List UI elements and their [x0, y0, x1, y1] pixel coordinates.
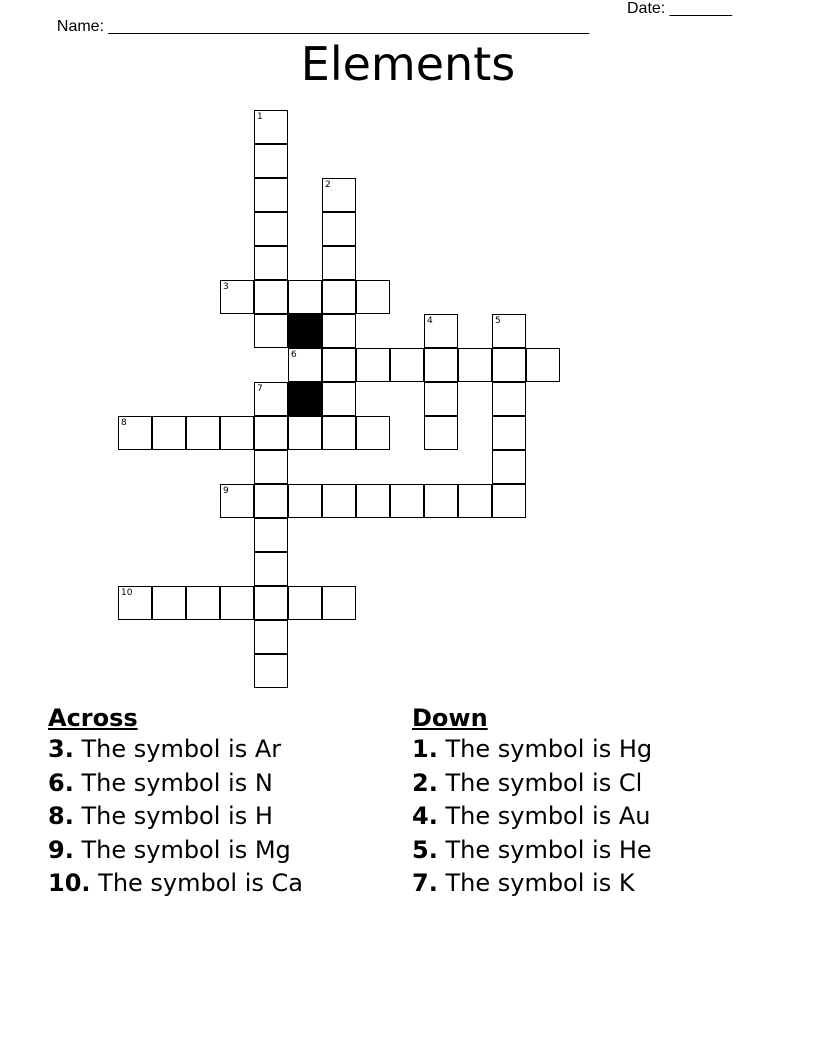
clue-number: 8. [48, 802, 74, 830]
answer-cell[interactable] [322, 348, 356, 382]
cell-number: 10 [121, 588, 133, 598]
answer-cell[interactable] [322, 484, 356, 518]
down-heading: Down [412, 704, 488, 732]
clue-text: The symbol is He [445, 835, 652, 864]
page-title: Elements [300, 37, 516, 91]
clue-number: 1. [412, 735, 438, 763]
answer-cell[interactable] [424, 314, 458, 348]
answer-cell[interactable] [458, 348, 492, 382]
across-clue [48, 834, 303, 868]
down-clue [412, 800, 652, 834]
answer-cell[interactable] [254, 382, 288, 416]
answer-cell[interactable] [492, 450, 526, 484]
across-heading: Across [48, 704, 138, 732]
clue-number: 4. [412, 802, 438, 830]
answer-cell[interactable] [152, 586, 186, 620]
answer-cell[interactable] [322, 382, 356, 416]
answer-cell[interactable] [356, 348, 390, 382]
answer-cell[interactable] [254, 178, 288, 212]
answer-cell[interactable] [356, 416, 390, 450]
clue-number: 5. [412, 835, 438, 864]
down-clue [412, 733, 652, 767]
answer-cell[interactable] [424, 484, 458, 518]
answer-cell[interactable] [390, 484, 424, 518]
clue-text: The symbol is Hg [445, 735, 653, 763]
answer-cell[interactable] [254, 620, 288, 654]
across-clue [48, 733, 303, 767]
clue-number: 10. [48, 869, 91, 897]
across-clue [48, 767, 303, 801]
across-clue [48, 800, 303, 834]
across-clues [48, 703, 303, 901]
clue-text: The symbol is Cl [445, 768, 643, 797]
cell-number: 8 [121, 418, 127, 428]
answer-cell[interactable] [492, 484, 526, 518]
answer-cell[interactable] [254, 212, 288, 246]
answer-cell[interactable] [492, 416, 526, 450]
answer-cell[interactable] [322, 178, 356, 212]
name-field-label: Name: ______________________________________________________ [56, 18, 589, 35]
answer-cell[interactable] [254, 518, 288, 552]
answer-cell[interactable] [288, 586, 322, 620]
clue-text: The symbol is Ca [98, 869, 303, 897]
answer-cell[interactable] [458, 484, 492, 518]
answer-cell[interactable] [492, 348, 526, 382]
answer-cell[interactable] [526, 348, 560, 382]
down-clues [412, 703, 652, 901]
answer-cell[interactable] [152, 416, 186, 450]
answer-cell[interactable] [254, 586, 288, 620]
answer-cell[interactable] [322, 586, 356, 620]
answer-cell[interactable] [288, 484, 322, 518]
cell-number: 9 [223, 486, 229, 496]
block-cell [288, 382, 322, 416]
answer-cell[interactable] [492, 382, 526, 416]
answer-cell[interactable] [288, 416, 322, 450]
clue-text: The symbol is Au [445, 802, 651, 830]
answer-cell[interactable] [322, 314, 356, 348]
answer-cell[interactable] [254, 416, 288, 450]
clue-text: The symbol is H [81, 802, 273, 830]
answer-cell[interactable] [254, 552, 288, 586]
answer-cell[interactable] [220, 280, 254, 314]
cell-number: 4 [427, 316, 433, 326]
answer-cell[interactable] [492, 314, 526, 348]
answer-cell[interactable] [254, 246, 288, 280]
cell-number: 1 [257, 112, 263, 122]
answer-cell[interactable] [322, 212, 356, 246]
answer-cell[interactable] [254, 110, 288, 144]
clue-text: The symbol is Mg [81, 835, 291, 864]
answer-cell[interactable] [220, 586, 254, 620]
cell-number: 6 [291, 350, 297, 360]
clue-number: 7. [412, 869, 438, 897]
answer-cell[interactable] [322, 416, 356, 450]
answer-cell[interactable] [356, 280, 390, 314]
date-field-label: Date: _______ [627, 0, 732, 17]
clue-text: The symbol is Ar [81, 735, 282, 763]
answer-cell[interactable] [220, 416, 254, 450]
clue-number: 6. [48, 768, 74, 797]
answer-cell[interactable] [254, 314, 288, 348]
answer-cell[interactable] [186, 586, 220, 620]
answer-cell[interactable] [118, 586, 152, 620]
answer-cell[interactable] [390, 348, 424, 382]
answer-cell[interactable] [254, 484, 288, 518]
answer-cell[interactable] [424, 348, 458, 382]
block-cell [288, 314, 322, 348]
answer-cell[interactable] [186, 416, 220, 450]
answer-cell[interactable] [322, 280, 356, 314]
answer-cell[interactable] [254, 450, 288, 484]
clue-number: 9. [48, 835, 74, 864]
answer-cell[interactable] [424, 416, 458, 450]
cell-number: 3 [223, 282, 229, 292]
across-clue [48, 867, 303, 901]
clue-text: The symbol is K [445, 869, 635, 897]
down-clue [412, 767, 652, 801]
answer-cell[interactable] [254, 654, 288, 688]
answer-cell[interactable] [356, 484, 390, 518]
down-clue [412, 867, 652, 901]
answer-cell[interactable] [220, 484, 254, 518]
cell-number: 7 [257, 384, 263, 394]
cell-number: 2 [325, 180, 331, 190]
cell-number: 5 [495, 316, 501, 326]
down-clue [412, 834, 652, 868]
clue-number: 2. [412, 768, 438, 797]
answer-cell[interactable] [322, 246, 356, 280]
answer-cell[interactable] [254, 280, 288, 314]
answer-cell[interactable] [254, 144, 288, 178]
clue-number: 3. [48, 735, 74, 763]
answer-cell[interactable] [288, 348, 322, 382]
answer-cell[interactable] [288, 280, 322, 314]
answer-cell[interactable] [424, 382, 458, 416]
answer-cell[interactable] [118, 416, 152, 450]
clue-text: The symbol is N [81, 768, 273, 797]
